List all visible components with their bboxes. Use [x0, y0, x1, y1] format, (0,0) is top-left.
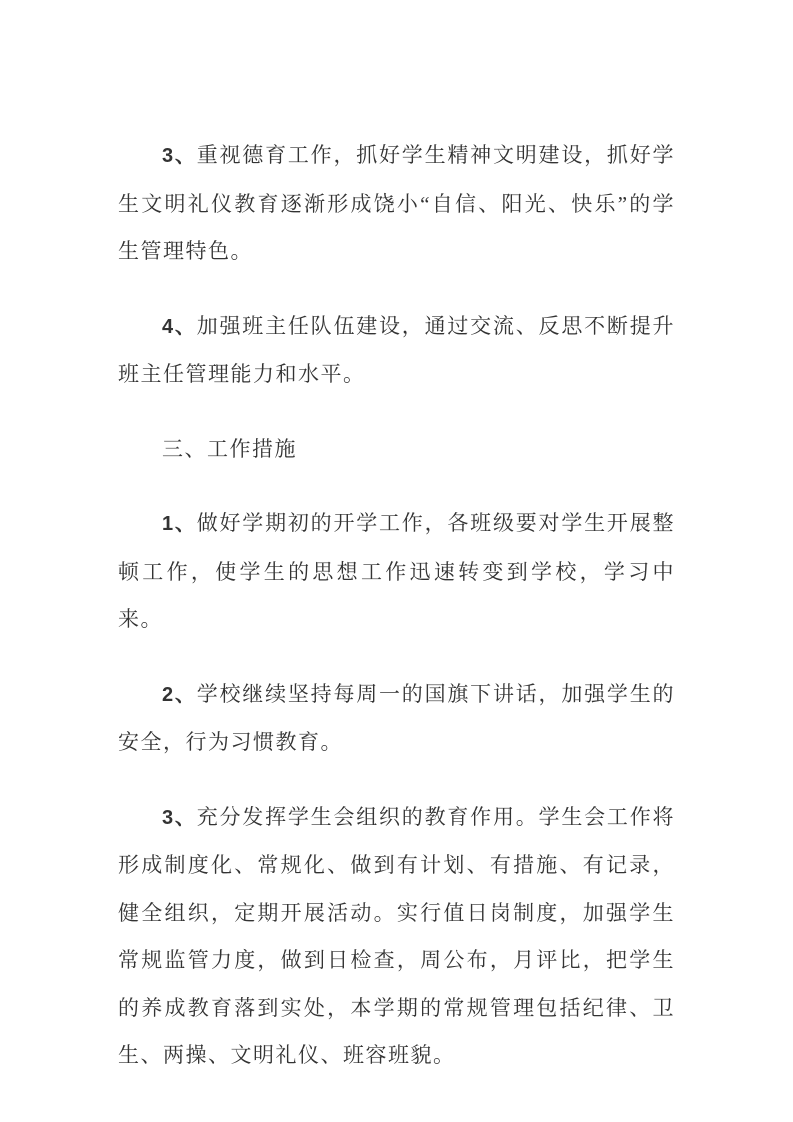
- paragraph-number: 3、: [162, 806, 197, 829]
- paragraph-text: 充分发挥学生会组织的教育作用。学生会工作将形成制度化、常规化、做到有计划、有措施、有记录，健全组织，定期开展活动。实行值日岗制度，加强学生常规监管力度，做到日检查，周公布，月评比，把学生的养成教育落到实处，本学期的常规管理包括纪律、卫生、两操、文明礼仪、班容班貌。: [118, 804, 675, 1067]
- document-body: [118, 132, 675, 1080]
- paragraph: [118, 500, 675, 644]
- paragraph: [118, 794, 675, 1080]
- paragraph: [118, 671, 675, 767]
- paragraph-text: 学校继续坚持每周一的国旗下讲话，加强学生的安全，行为习惯教育。: [118, 681, 675, 754]
- paragraph: [118, 132, 675, 276]
- paragraph-text: 重视德育工作，抓好学生精神文明建设，抓好学生文明礼仪教育逐渐形成饶小“自信、阳光、快乐”的学生管理特色。: [118, 143, 675, 263]
- section-heading: [118, 426, 675, 474]
- paragraph-number: 4、: [162, 315, 197, 338]
- paragraph-number: 2、: [162, 683, 197, 706]
- paragraph-text: 做好学期初的开学工作，各班级要对学生开展整顿工作，使学生的思想工作迅速转变到学校，学习中来。: [118, 511, 675, 631]
- paragraph-number: 1、: [162, 513, 197, 535]
- paragraph-text: 加强班主任队伍建设，通过交流、反思不断提升班主任管理能力和水平。: [118, 313, 675, 386]
- section-heading-text: 三、工作措施: [162, 436, 297, 461]
- paragraph-number: 3、: [162, 145, 197, 167]
- paragraph: [118, 303, 675, 399]
